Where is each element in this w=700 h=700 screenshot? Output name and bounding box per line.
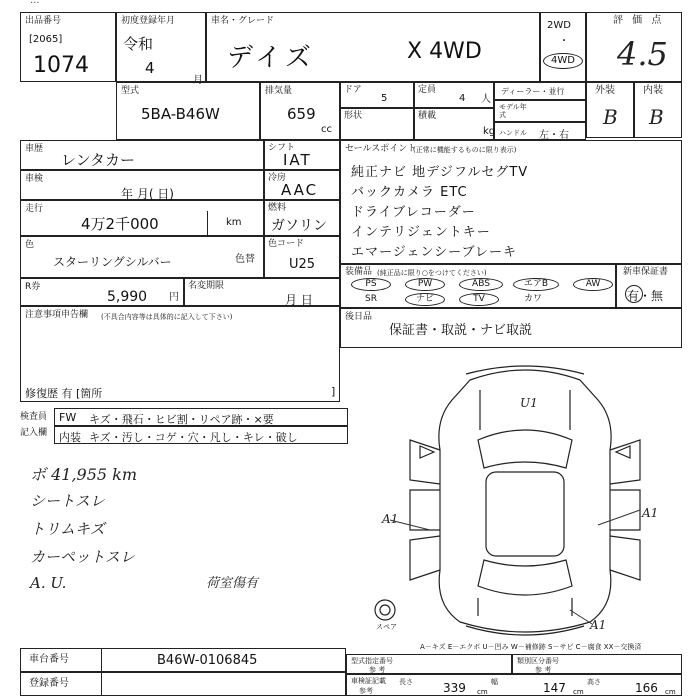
shift-box xyxy=(264,140,340,170)
reg-box xyxy=(116,12,206,86)
recycle-unit: 円 xyxy=(169,292,179,303)
model-label: 型式 xyxy=(121,86,140,96)
shape-box xyxy=(340,108,414,140)
capacity-label: 定員 xyxy=(418,85,437,95)
sales-item: 純正ナビ 地デジフルセグTV xyxy=(351,165,529,180)
equip-aw: AW xyxy=(573,278,613,291)
color-box xyxy=(20,236,264,278)
fuel-label: 燃料 xyxy=(268,203,287,213)
dims-width: 147 xyxy=(543,681,566,695)
ac-value: AAC xyxy=(281,181,319,199)
sales-sub: (正常に機能するものに限り表示) xyxy=(413,146,517,154)
chassis-value: B46W-0106845 xyxy=(157,653,258,668)
load-unit: kg xyxy=(483,126,496,137)
handle-value: 左・右 xyxy=(539,130,569,141)
warranty-value: 有・無 xyxy=(627,289,664,303)
repair-label: 修復歴 有 [箇所 xyxy=(25,387,103,400)
dims-sub: 参考 xyxy=(359,687,373,695)
drive-box xyxy=(540,12,586,82)
handle-label: ハンドル xyxy=(499,129,527,137)
ac-box xyxy=(264,170,340,200)
doors-label: ドア xyxy=(344,85,362,95)
header-top: ... xyxy=(30,0,40,6)
equip-box xyxy=(340,264,616,308)
dims-length-unit: cm xyxy=(477,688,488,696)
int-label: 内装 xyxy=(643,85,663,96)
capacity-value: 4 xyxy=(459,93,466,104)
inspection-value: 年 月( 日) xyxy=(121,187,174,201)
handwritten-note: 荷室傷有 xyxy=(206,576,259,591)
chassis-label: 車台番号 xyxy=(29,654,69,665)
name-change-box xyxy=(184,278,340,306)
reg-era: 令和 xyxy=(123,35,154,53)
spare-label: スペア xyxy=(376,623,397,631)
color-code-label: 色コード xyxy=(268,239,305,249)
color-value: スターリングシルバー xyxy=(53,255,172,269)
doors-value: 5 xyxy=(381,93,388,104)
load-box xyxy=(414,108,494,140)
inspector-label-2: 記入欄 xyxy=(20,428,48,438)
damage-mark-u1: U1 xyxy=(520,396,538,410)
mileage-unit: km xyxy=(226,217,242,228)
score-label: 評 価 点 xyxy=(613,15,665,26)
history-value: レンタカー xyxy=(61,151,136,169)
repair-close: ] xyxy=(331,385,336,398)
handwritten-note: シートスレ xyxy=(30,492,105,510)
capacity-box xyxy=(414,82,494,108)
dims-height-unit: cm xyxy=(665,688,676,696)
equip-leather: カワ xyxy=(523,294,542,304)
lot-label: 出品番号 xyxy=(25,16,62,26)
sales-item: バックカメラ ETC xyxy=(351,185,468,200)
car-name: デイズ xyxy=(227,43,315,73)
equip-label: 装備品 xyxy=(345,267,373,277)
model-spec-sub: 参 考 xyxy=(369,666,386,674)
color-label: 色 xyxy=(25,240,35,250)
inspector-row2-label: 内装 xyxy=(59,431,81,444)
color-tone-label: 色替 xyxy=(235,254,255,265)
registration-box xyxy=(20,672,346,696)
equip-sub: (純正品に限り○をつけてください) xyxy=(377,269,487,277)
load-label: 積載 xyxy=(418,111,437,121)
notes-sub: (不具合内容等は具体的に記入して下さい) xyxy=(101,313,233,321)
equip-navi: ナビ xyxy=(405,293,445,306)
handwritten-note: A. U. xyxy=(30,574,67,592)
dims-height: 166 xyxy=(635,681,658,695)
sales-item: エマージェンシーブレーキ xyxy=(351,245,517,260)
category-sub: 参 考 xyxy=(535,666,552,674)
dims-height-label: 高さ xyxy=(587,678,601,686)
model-year-label: モデル年式 xyxy=(499,103,527,119)
drive-4wd-circled: 4WD xyxy=(543,53,583,69)
color-code-box xyxy=(264,236,340,278)
equip-airbag: エアB xyxy=(513,278,559,291)
score-value: 4.5 xyxy=(617,35,668,73)
disp-label: 排気量 xyxy=(265,86,293,96)
dims-label: 車検証記載 xyxy=(351,677,386,685)
damage-mark-a1-right: A1 xyxy=(642,506,659,520)
ac-label: 冷房 xyxy=(268,173,287,183)
notes-label: 注意事項申告欄 xyxy=(25,310,89,320)
equip-sr: SR xyxy=(365,294,377,304)
int-score: B xyxy=(649,105,664,129)
shape-label: 形状 xyxy=(344,111,363,121)
warranty-box xyxy=(616,264,682,308)
damage-mark-a1-left: A1 xyxy=(382,512,399,526)
drive-dot: ・ xyxy=(559,36,569,47)
car-box xyxy=(206,12,540,82)
inspector-box xyxy=(20,408,350,446)
mileage-label: 走行 xyxy=(25,204,44,214)
dims-length: 339 xyxy=(443,681,466,695)
car-grade: X 4WD xyxy=(407,39,482,64)
dims-width-label: 幅 xyxy=(491,678,498,686)
int-score-box xyxy=(634,82,682,138)
notes-box xyxy=(20,306,340,402)
inspector-label-1: 検査員 xyxy=(20,412,48,422)
handle-box xyxy=(494,122,586,140)
equip-tv: TV xyxy=(459,293,499,306)
recycle-value: 5,990 xyxy=(107,289,148,305)
equip-abs: ABS xyxy=(459,278,503,291)
dealer-box xyxy=(494,82,586,100)
after-check-label: 後日品 xyxy=(345,312,373,322)
model-spec-label: 型式指定番号 xyxy=(351,657,393,665)
reg-label: 初度登録年月 xyxy=(121,16,176,26)
category-box xyxy=(512,654,682,674)
drive-2wd: 2WD xyxy=(547,20,571,31)
damage-mark-a1-rear: A1 xyxy=(590,618,607,632)
shift-label: シフト xyxy=(268,143,296,153)
car-label: 車名・グレード xyxy=(211,16,275,26)
sales-box xyxy=(340,140,682,264)
score-box xyxy=(586,12,682,82)
ext-label: 外装 xyxy=(595,85,615,96)
mileage-value: 4万2千000 xyxy=(81,215,159,233)
equip-pw: PW xyxy=(405,278,445,291)
recycle-label: R券 xyxy=(25,282,41,292)
after-check-value: 保証書・取説・ナビ取説 xyxy=(389,323,533,338)
fuel-box xyxy=(264,200,340,236)
handwritten-note: カーペットスレ xyxy=(30,548,135,566)
model-box xyxy=(116,82,260,140)
shift-value: IAT xyxy=(283,151,312,169)
lot-sub: [2065] xyxy=(29,34,63,45)
registration-label: 登録番号 xyxy=(29,678,69,689)
disp-box xyxy=(260,82,340,140)
chassis-box xyxy=(20,648,346,672)
dims-width-unit: cm xyxy=(573,688,584,696)
name-change-value: 月 日 xyxy=(285,293,313,307)
history-label: 車歴 xyxy=(25,144,44,154)
category-label: 類別区分番号 xyxy=(517,657,559,665)
handwritten-note: トリムキズ xyxy=(30,520,105,538)
sales-item: ドライブレコーダー xyxy=(351,205,476,220)
damage-legend: A－キズ E－エクボ U－凹み W－補修跡 S－サビ C－腐食 XX－交換済 xyxy=(420,643,642,651)
ext-score: B xyxy=(603,105,618,129)
inspection-box xyxy=(20,170,264,200)
reg-month-unit: 月 xyxy=(193,75,203,86)
doors-box xyxy=(340,82,414,108)
inspection-label: 車検 xyxy=(25,174,44,184)
sales-label: セールスポイント xyxy=(345,144,417,154)
ext-score-box xyxy=(586,82,634,138)
lot-number: 1074 xyxy=(33,53,89,78)
dims-box xyxy=(346,674,682,696)
capacity-unit: 人 xyxy=(481,94,491,105)
history-box xyxy=(20,140,264,170)
after-check-box xyxy=(340,308,682,348)
reg-year: 4 xyxy=(145,59,155,77)
model-year-box xyxy=(494,100,586,122)
warranty-circle xyxy=(625,285,643,303)
disp-unit: cc xyxy=(321,124,332,135)
model-spec-box xyxy=(346,654,512,674)
disp-value: 659 xyxy=(287,105,316,123)
mileage-box xyxy=(20,200,264,236)
inspector-row2: キズ・汚し・コゲ・穴・凡し・キレ・破し xyxy=(89,431,298,444)
recycle-box xyxy=(20,278,184,306)
dealer-label: ディーラー・並行 xyxy=(501,87,565,96)
inspector-row1: キズ・飛石・ヒビ割・リペア跡・×要 xyxy=(89,413,274,426)
fuel-value: ガソリン xyxy=(271,218,327,234)
warranty-label: 新車保証書 xyxy=(623,267,669,277)
lot-box xyxy=(20,12,116,82)
sales-item: インテリジェントキー xyxy=(351,225,491,240)
inspector-row1-label: FW xyxy=(59,411,77,424)
name-change-label: 名変期限 xyxy=(188,281,225,291)
handwritten-mileage: ボ 41,955 km xyxy=(30,465,138,484)
model-value: 5BA-B46W xyxy=(141,105,220,123)
color-code-value: U25 xyxy=(289,257,316,272)
dims-length-label: 長さ xyxy=(399,678,413,686)
equip-ps: PS xyxy=(351,278,391,291)
